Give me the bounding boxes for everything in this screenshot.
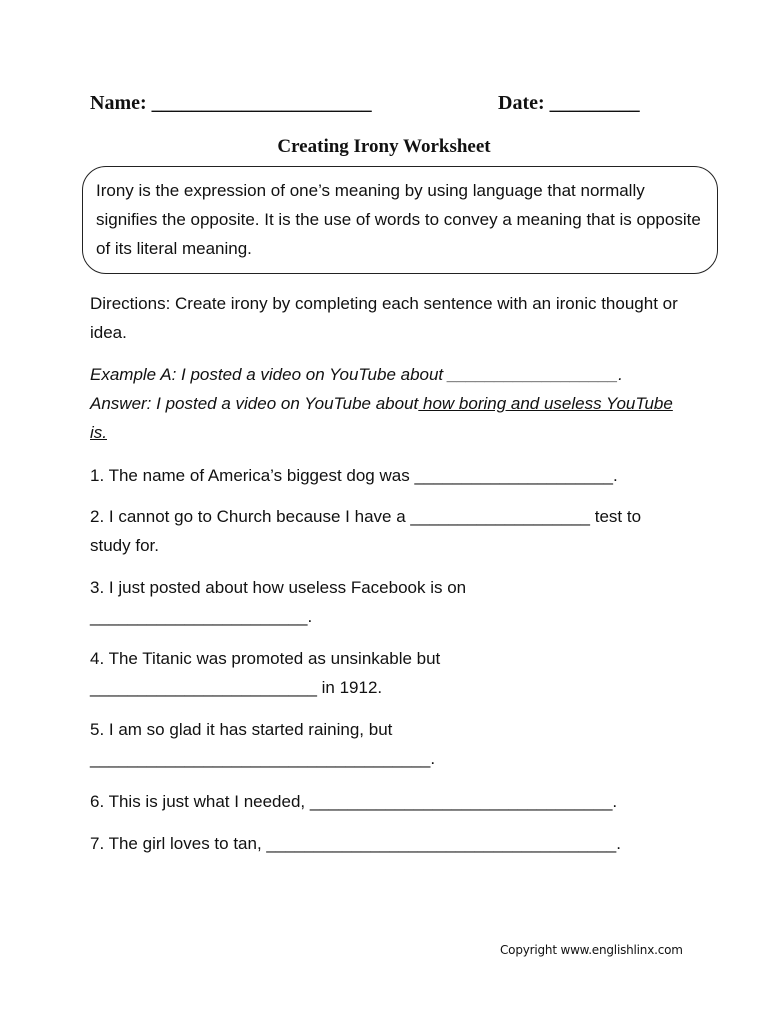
example-answer-underlined: how boring and useless YouTube is. bbox=[90, 394, 673, 442]
example-question: Example A: I posted a video on YouTube about __________________. bbox=[90, 365, 623, 384]
question-item-6: 6. This is just what I needed, ________________________________. bbox=[90, 792, 618, 811]
copyright-footer: Copyright www.englishlinx.com bbox=[500, 943, 683, 957]
date-field-label: Date: _________ bbox=[498, 92, 640, 114]
example-block bbox=[90, 360, 680, 447]
question-item-1: 1. The name of America’s biggest dog was _____________________. bbox=[90, 466, 618, 485]
question-item-4: 4. The Titanic was promoted as unsinkable but ________________________ in 1912. bbox=[90, 649, 441, 697]
question-item-3: 3. I just posted about how useless Facebook is on _______________________. bbox=[90, 578, 467, 626]
name-field-label: Name: ______________________ bbox=[90, 92, 372, 114]
definition-box bbox=[82, 166, 718, 274]
question-item-2: 2. I cannot go to Church because I have a ___________________ test to study for. bbox=[90, 507, 642, 555]
definition-text: Irony is the expression of one’s meaning by using language that normally signifies the opposite. It is the use of words to convey a meaning that is opposite of its literal meaning. bbox=[96, 181, 701, 258]
directions-text: Directions: Create irony by completing each sentence with an ironic thought or idea. bbox=[90, 294, 678, 342]
question-item-7: 7. The girl loves to tan, _____________________________________. bbox=[90, 834, 621, 853]
example-answer-prefix: Answer: I posted a video on YouTube about bbox=[90, 394, 419, 413]
question-item-5: 5. I am so glad it has started raining, but ____________________________________. bbox=[90, 720, 436, 768]
page-title: Creating Irony Worksheet bbox=[277, 136, 491, 157]
